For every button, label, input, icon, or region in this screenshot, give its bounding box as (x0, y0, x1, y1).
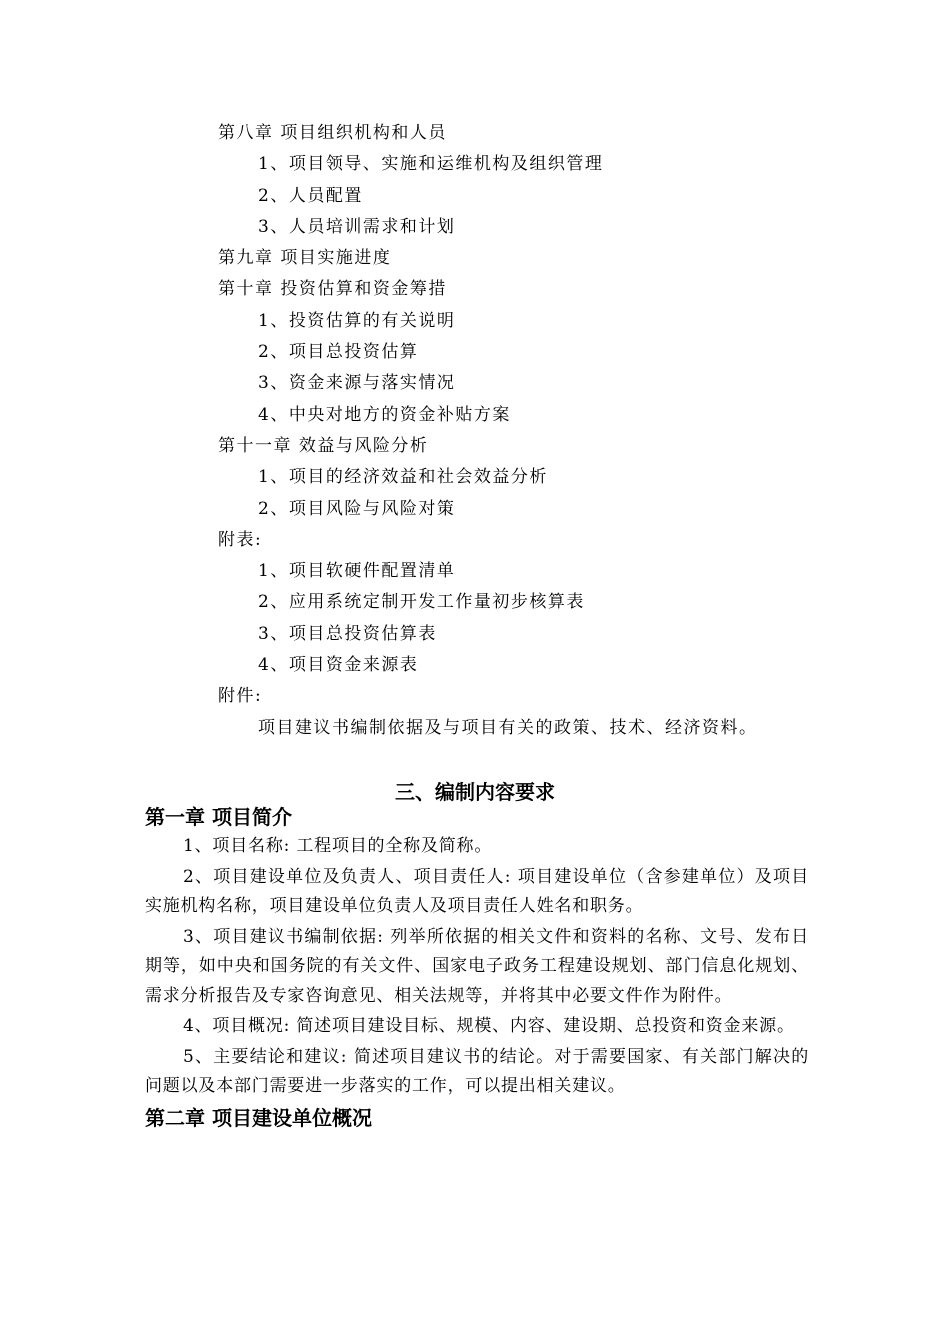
toc-subitem: 1、项目领导、实施和运维机构及组织管理 (258, 154, 604, 175)
document-body (145, 802, 809, 1133)
toc-chapter: 附表: (218, 529, 263, 550)
toc-chapter: 第八章 项目组织机构和人员 (218, 123, 447, 143)
toc-subitem: 3、人员培训需求和计划 (258, 216, 456, 237)
section-title: 三、编制内容要求 (395, 780, 555, 804)
toc-subitem: 1、项目的经济效益和社会效益分析 (258, 467, 548, 488)
toc-subitem: 项目建议书编制依据及与项目有关的政策、技术、经济资料。 (258, 717, 758, 738)
paragraph: 2、项目建设单位及负责人、项目责任人: 项目建设单位（含参建单位）及项目实施机构名称，项目建设单位负责人及项目责任人姓名和职务。 (145, 866, 809, 916)
paragraph: 1、项目名称: 工程项目的全称及简称。 (183, 836, 493, 856)
toc-chapter: 第十章 投资估算和资金筹措 (218, 279, 447, 300)
toc-subitem: 2、项目风险与风险对策 (258, 498, 456, 519)
chapter-1-title: 第一章 项目简介 (145, 805, 292, 829)
toc-subitem: 1、投资估算的有关说明 (258, 310, 456, 331)
toc-subitem: 2、项目总投资估算 (258, 342, 419, 363)
table-of-contents (218, 118, 858, 744)
paragraph: 3、项目建议书编制依据: 列举所依据的相关文件和资料的名称、文号、发布日期等，如中央和国务院的有关文件、国家电子政务工程建设规划、部门信息化规划、需求分析报告及专家咨询意见、相关法规等，并将其中必要文件作为附件。 (145, 926, 809, 1006)
toc-chapter: 附件: (218, 686, 263, 707)
toc-subitem: 3、资金来源与落实情况 (258, 373, 456, 394)
toc-subitem: 3、项目总投资估算表 (258, 623, 437, 644)
toc-subitem: 4、中央对地方的资金补贴方案 (258, 404, 511, 425)
toc-chapter: 第十一章 效益与风险分析 (218, 435, 429, 456)
paragraph: 4、项目概况: 简述项目建设目标、规模、内容、建设期、总投资和资金来源。 (183, 1016, 795, 1036)
toc-subitem: 1、项目软硬件配置清单 (258, 561, 456, 582)
toc-subitem: 2、人员配置 (258, 185, 363, 206)
toc-subitem: 2、应用系统定制开发工作量初步核算表 (258, 592, 585, 613)
toc-subitem: 4、项目资金来源表 (258, 655, 419, 676)
toc-chapter: 第九章 项目实施进度 (218, 248, 392, 269)
chapter-2-title: 第二章 项目建设单位概况 (145, 1105, 372, 1130)
paragraph: 5、主要结论和建议: 简述项目建议书的结论。对于需要国家、有关部门解决的问题以及本部门需要进一步落实的工作，可以提出相关建议。 (145, 1046, 809, 1096)
